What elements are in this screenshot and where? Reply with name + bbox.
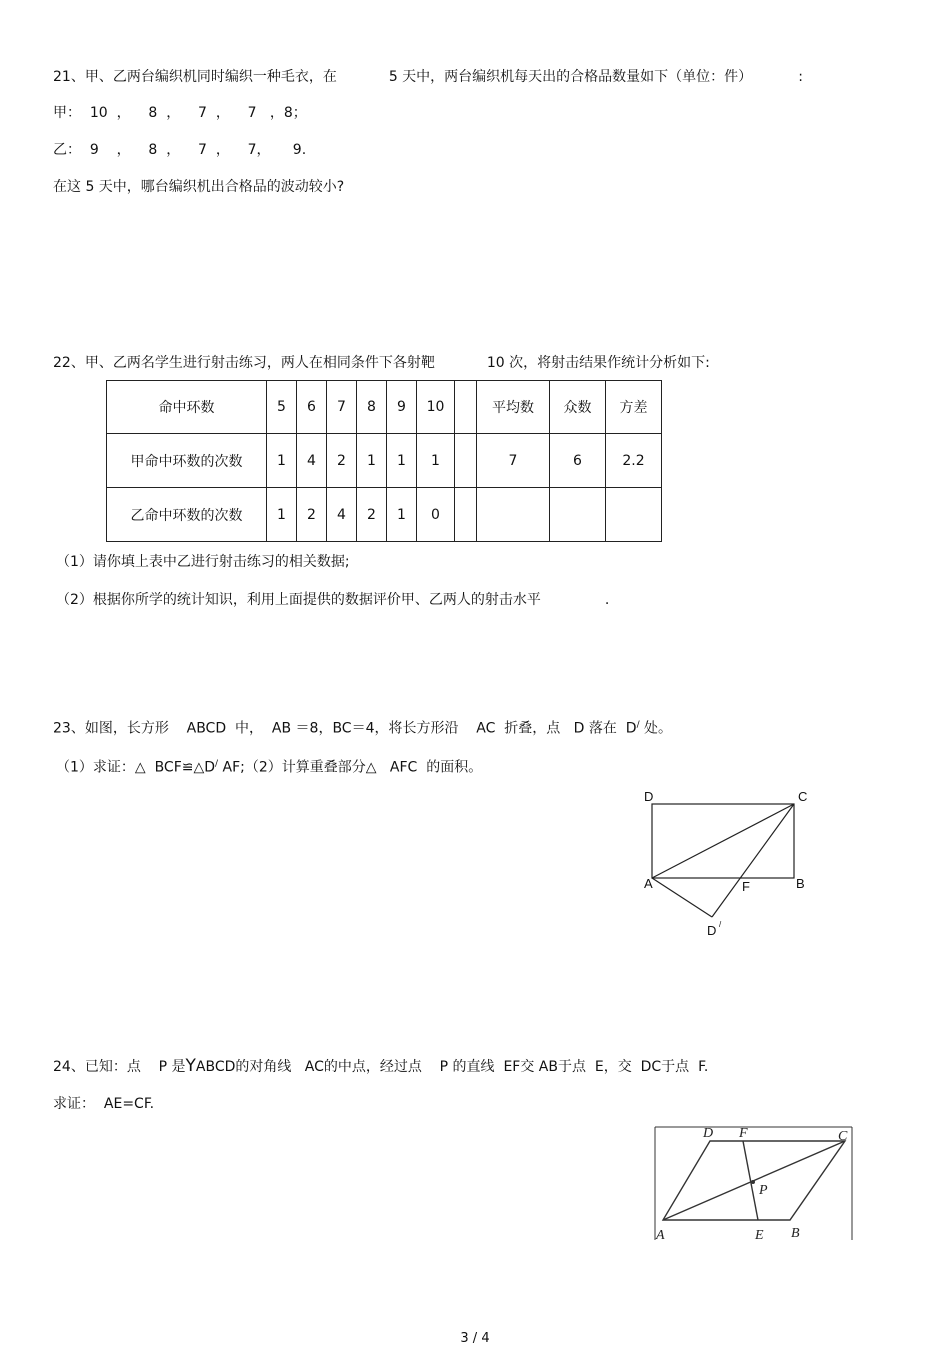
q21-text-b: 5 天中，两台编织机每天出的合格品数量如下（单位：件） [388, 69, 753, 85]
q21-text-c: : [798, 69, 803, 85]
table-answer-cell[interactable] [477, 488, 550, 542]
table-cell: 2 [297, 488, 327, 542]
q22-intro-b: 10 次，将射击结果作统计分析如下: [486, 355, 710, 371]
table-row [107, 434, 662, 488]
label-f: F [739, 1126, 748, 1141]
label-a: A [656, 1228, 665, 1243]
q24-line1 [53, 1057, 708, 1076]
table-row [107, 488, 662, 542]
segment-cd-prime [712, 804, 794, 917]
q23-line1-a: 23、如图，长方形 ABCD 中， AB ＝8，BC＝4，将长方形沿 AC 折叠，点 D 落在 D [53, 720, 637, 737]
table-cell: 0 [417, 488, 455, 542]
table-cell: 7 [477, 434, 550, 488]
table-cell: 方差 [606, 381, 662, 434]
segment-ad-prime [652, 878, 712, 917]
point-p [751, 1180, 755, 1184]
table-cell: 1 [267, 488, 297, 542]
table-cell: 4 [297, 434, 327, 488]
q23-line1-b: 处。 [639, 720, 673, 737]
q22-stats-table [106, 380, 662, 542]
q22-part2-a: （2）根据你所学的统计知识，利用上面提供的数据评价甲、乙两人的射击水平 [56, 592, 541, 608]
table-cell: 9 [387, 381, 417, 434]
label-p: P [759, 1183, 768, 1198]
table-cell: 1 [387, 434, 417, 488]
q23-prime: / [636, 720, 640, 730]
label-prime-mark: / [719, 920, 722, 929]
q24-line1-b: ABCD的对角线 AC的中点，经过点 P 的直线 EF交 AB于点 E，交 DC于点 F. [195, 1059, 709, 1075]
q22-intro [53, 354, 710, 372]
table-spacer-cell [455, 381, 477, 434]
label-b: B [791, 1226, 800, 1241]
label-d-prime: D [707, 923, 717, 938]
table-header-row [107, 381, 662, 434]
q24-line2: 求证： AE=CF. [53, 1096, 155, 1112]
q24-line1-a: 24、已知：点 P 是 [53, 1059, 186, 1075]
label-d: D [703, 1126, 714, 1141]
table-cell: 1 [357, 434, 387, 488]
label-c: C [798, 789, 808, 804]
table-cell: 2 [327, 434, 357, 488]
table-cell: 1 [267, 434, 297, 488]
table-cell: 2 [357, 488, 387, 542]
q21-text-a: 21、甲、乙两台编织机同时编织一种毛衣，在 [53, 69, 337, 85]
q22-part2 [56, 591, 609, 609]
table-cell: 7 [327, 381, 357, 434]
q21-line1 [53, 68, 803, 86]
label-d: D [644, 789, 654, 804]
q21-line3: 乙： 9 ， 8 ， 7 ， 7， 9. [53, 142, 307, 158]
table-spacer-cell [455, 488, 477, 542]
table-cell: 甲命中环数的次数 [107, 434, 267, 488]
table-answer-cell[interactable] [606, 488, 662, 542]
table-spacer-cell [455, 434, 477, 488]
table-cell: 1 [417, 434, 455, 488]
table-cell: 命中环数 [107, 381, 267, 434]
q24-figure [650, 1122, 860, 1247]
table-cell: 2.2 [606, 434, 662, 488]
label-f: F [742, 879, 750, 894]
table-cell: 众数 [550, 381, 606, 434]
q21-line2: 甲： 10 ， 8 ， 7 ， 7 ，8； [53, 105, 307, 121]
table-cell: 10 [417, 381, 455, 434]
q23-line1 [53, 716, 672, 738]
table-cell: 5 [267, 381, 297, 434]
table-cell: 8 [357, 381, 387, 434]
label-e: E [755, 1228, 764, 1243]
table-cell: 6 [550, 434, 606, 488]
q23-prime: / [215, 759, 219, 769]
label-c: C [838, 1129, 848, 1144]
q22-part1: （1）请你填上表中乙进行射击练习的相关数据; [56, 554, 350, 570]
page-number: 3 / 4 [460, 1331, 490, 1346]
table-cell: 乙命中环数的次数 [107, 488, 267, 542]
parallelogram-symbol: Y [185, 1056, 196, 1076]
label-a: A [644, 876, 653, 891]
table-answer-cell[interactable] [550, 488, 606, 542]
label-b: B [796, 876, 805, 891]
q23-line2-a: （1）求证：△ BCF≌△D [56, 759, 216, 776]
q21-line4: 在这 5 天中，哪台编织机出合格品的波动较小? [53, 179, 345, 195]
diagonal-ac [652, 804, 794, 878]
table-cell: 平均数 [477, 381, 550, 434]
q23-line2 [56, 755, 482, 777]
table-cell: 1 [387, 488, 417, 542]
q22-part2-b: . [604, 592, 610, 608]
q23-line2-b: AF;（2）计算重叠部分△ AFC 的面积。 [218, 759, 483, 776]
table-cell: 4 [327, 488, 357, 542]
q23-figure [630, 780, 830, 945]
q22-intro-a: 22、甲、乙两名学生进行射击练习，两人在相同条件下各射靶 [53, 355, 435, 371]
table-cell: 6 [297, 381, 327, 434]
